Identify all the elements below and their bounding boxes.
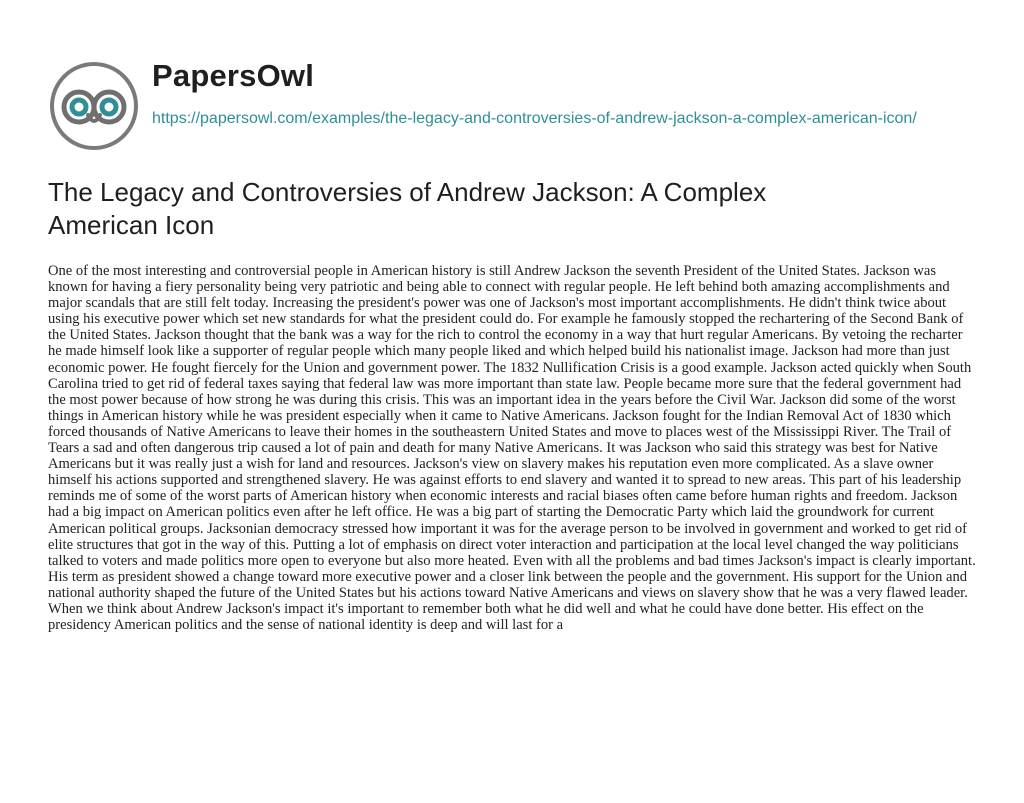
source-url-link[interactable]: https://papersowl.com/examples/the-legacy-and-controversies-of-andrew-jackson-a-complex-american-icon/ xyxy=(152,110,917,127)
owl-eyes-icon[interactable] xyxy=(48,60,140,152)
site-header xyxy=(48,52,978,162)
document-title: The Legacy and Controversies of Andrew Jackson: A Complex American Icon xyxy=(48,177,767,240)
site-name[interactable]: PapersOwl xyxy=(152,58,315,93)
document-body: One of the most interesting and controversial people in American history is still Andrew Jackson the seventh President of the United States. Jackson was known for having a fiery personality being very patriotic and being able to connect with regular people. He left behind both amazing accomplishments and major scandals that are still felt today. Increasing the president's power was one of Jackson's most important accomplishments. He didn't think twice about using his executive power which set new standards for what the president could do. For example he famously stopped the rechartering of the Second Bank of the United States. Jackson thought that the bank was a way for the rich to control the economy in a way that hurt regular Americans. By vetoing the recharter he made himself look like a supporter of regular people which many people liked and which helped build his nationalist image. Jackson had more than just economic power. He fought fiercely for the Union and government power. The 1832 Nullification Crisis is a good example. Jackson acted quickly when South Carolina tried to get rid of federal taxes saying that federal law was more important than state law. People became more sure that the federal government had the most power because of how strong he was during this crisis. This was an important idea in the years before the Civil War. Jackson did some of the worst things in American history while he was president especially when it came to Native Americans. Jackson fought for the Indian Removal Act of 1830 which forced thousands of Native Americans to leave their homes in the southeastern United States and move to places west of the Mississippi River. The Trail of Tears a sad and often dangerous trip caused a lot of pain and death for many Native Americans. It was Jackson who said this strategy was best for Native Americans but it was really just a wish for land and resources. Jackson's view on slavery makes his reputation even more complicated. As a slave owner himself his actions supported and strengthened slavery. He was against efforts to end slavery and wanted it to spread to new areas. This part of his leadership reminds me of some of the worst parts of American history when economic interests and racial biases often came before human rights and freedom. Jackson had a big impact on American politics even after he left office. He was a big part of starting the Democratic Party which laid the groundwork for current American political groups. Jacksonian democracy stressed how important it was for the average person to be involved in government and worked to get rid of elite structures that got in the way of this. Putting a lot of emphasis on direct voter interaction and participation at the local level changed the way politicians talked to voters and made politics more open to everyone but also more heated. Even with all the problems and bad times Jackson's impact is clearly important. His term as president showed a change toward more executive power and a closer link between the people and the government. His support for the Union and national authority shaped the future of the United States but his actions toward Native Americans and views on slavery show that he was a very flawed leader. When we think about Andrew Jackson's impact it's important to remember both what he did well and what he could have done better. His effect on the presidency American politics and the sense of national identity is deep and will last for a xyxy=(48,263,976,634)
